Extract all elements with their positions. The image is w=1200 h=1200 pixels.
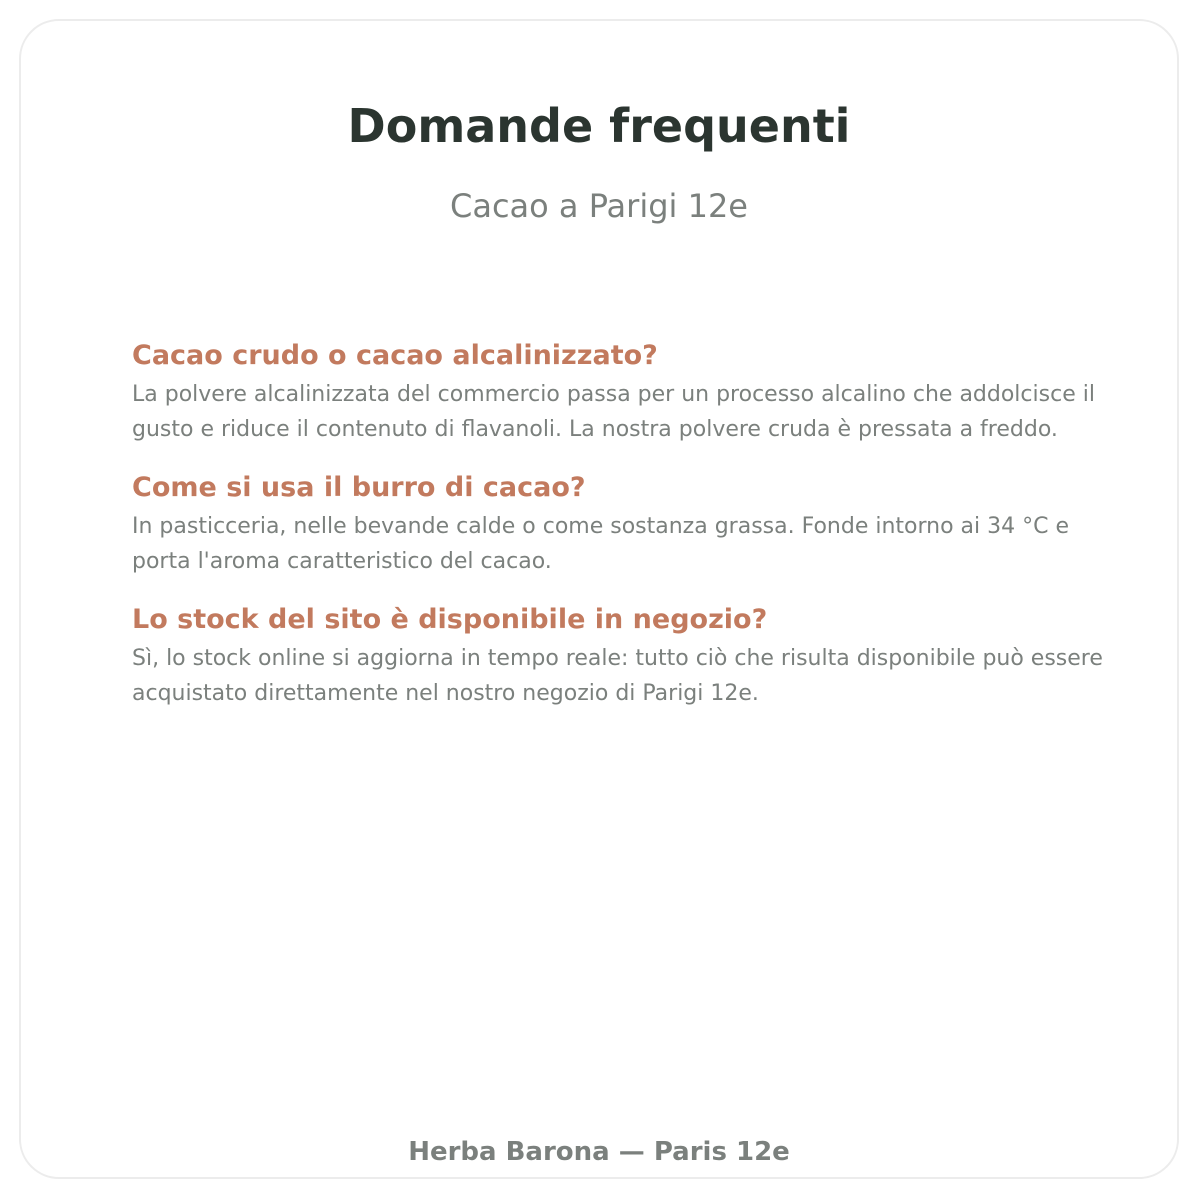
- footer-brand: Herba Barona — Paris 12e: [408, 1137, 790, 1167]
- faq-question: Cacao crudo o cacao alcalinizzato?: [132, 340, 658, 371]
- faq-card: [19, 19, 1179, 1179]
- faq-answer: Sì, lo stock online si aggiorna in tempo reale: tutto ciò che risulta disponibile può essere acquistato direttamente nel nostro negozio di Parigi 12e.: [132, 646, 1103, 706]
- faq-item: [132, 471, 1117, 579]
- page-subtitle: Cacao a Parigi 12e: [450, 187, 748, 225]
- faq-question: Lo stock del sito è disponibile in negozio?: [132, 604, 768, 635]
- faq-item: [132, 339, 1117, 447]
- faq-answer: La polvere alcalinizzata del commercio passa per un processo alcalino che addolcisce il gusto e riduce il contenuto di flavanoli. La nostra polvere cruda è pressata a freddo.: [132, 382, 1095, 442]
- faq-item: [132, 603, 1117, 711]
- faq-list: [132, 339, 1117, 735]
- faq-answer: In pasticceria, nelle bevande calde o come sostanza grassa. Fonde intorno ai 34 °C e porta l'aroma caratteristico del cacao.: [132, 514, 1070, 574]
- faq-question: Come si usa il burro di cacao?: [132, 472, 586, 503]
- page-title: Domande frequenti: [347, 99, 851, 153]
